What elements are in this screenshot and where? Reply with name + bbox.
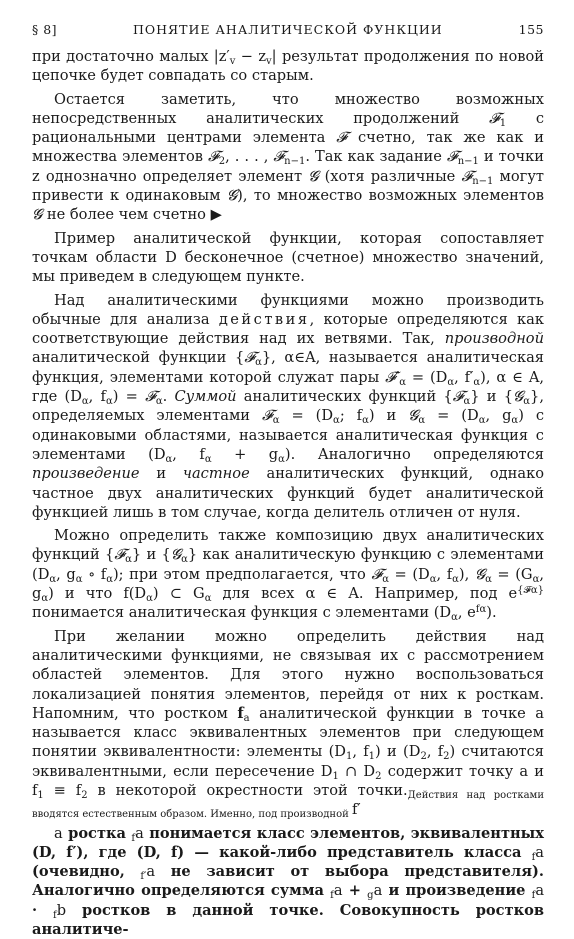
text-run: = (G <box>491 565 533 583</box>
paragraph-continued <box>32 47 544 86</box>
page-number: 155 <box>518 22 544 37</box>
text-run: f <box>330 890 334 902</box>
text-run: 𝓖 <box>513 388 524 406</box>
text-run: α <box>41 593 49 605</box>
text-run: 𝓖 <box>474 565 486 583</box>
text-run: ∘ f <box>82 565 107 583</box>
text-run: . <box>162 388 175 406</box>
text-run: f <box>531 890 536 902</box>
text-run: 𝓕 <box>336 129 348 147</box>
text-run: могут привести к одинаковым <box>32 167 544 205</box>
text-run: α <box>485 573 492 585</box>
text-run: (очевидно, <box>32 863 141 881</box>
text-run: При желании можно определить действия над аналитическими функциями, не связывая их с рассмотрением областей элементов. Для этого нужно воспользоваться локализацией понятия элементов, перейдя от них к росткам. Напомним, что ростком <box>32 627 544 722</box>
text-run: α <box>452 573 459 585</box>
text-run: = (D <box>388 565 430 583</box>
text-run: + g <box>211 445 279 463</box>
text-run: частное <box>182 465 250 483</box>
text-run: , которые определяются как соответствующие действия над их ветвями. Так, <box>32 310 544 348</box>
text-run: a <box>135 824 144 842</box>
paragraph-countability <box>32 90 544 225</box>
text-run: 𝓕 <box>461 167 473 185</box>
text-run: | результат продолжения по новой цепочке будет совпадать со старым. <box>32 48 544 85</box>
text-run: , g <box>32 565 545 603</box>
text-run: 1 <box>332 770 339 782</box>
text-run: Действия над ростками вводятся естественным образом. Именно, под производной <box>32 789 544 821</box>
text-run: , g <box>485 407 512 425</box>
paragraph-composition <box>32 526 544 622</box>
text-run: ) и что f(D <box>48 585 147 603</box>
text-run: 2 <box>443 751 450 763</box>
text-run: } и { <box>131 546 171 564</box>
text-run: α <box>418 415 426 427</box>
text-run: α <box>333 415 340 427</box>
text-run: ) с одинаковыми областями, называется аналитическая функция с элементами (D <box>32 407 545 463</box>
text-run: понимается аналитическая функция с элементами (D <box>32 604 452 622</box>
text-run: a <box>373 882 383 900</box>
text-run: ); при этом предполагается, что <box>112 565 372 583</box>
text-run: v <box>266 56 272 67</box>
text-run: n−1 <box>284 156 306 168</box>
text-run: a <box>535 843 544 861</box>
text-run: Остается заметить, что множество возможных непосредственных аналитических продолжений <box>32 90 544 127</box>
text-run: = (D <box>405 368 448 386</box>
text-run: · <box>32 901 54 919</box>
text-run: ≡ f <box>43 781 82 799</box>
text-run: α <box>473 376 481 388</box>
text-run: α <box>511 415 519 427</box>
text-run: , f <box>352 743 369 761</box>
text-run: и <box>139 465 183 483</box>
text-run: 𝓕′ <box>385 368 400 386</box>
text-run: 𝓕 <box>244 349 256 367</box>
text-run: ростков в данной точке. Совокупность ростков аналитиче- <box>32 901 545 939</box>
text-run: α <box>165 453 173 465</box>
text-run: α <box>125 554 132 566</box>
text-run: с рациональными центрами элемента <box>32 109 545 147</box>
text-run: , . . . , <box>225 148 274 166</box>
text-run: (хотя различные <box>318 167 462 185</box>
text-run: ). Аналогично определяются <box>284 445 544 463</box>
text-run: f <box>531 851 536 863</box>
text-run: 1 <box>499 117 507 129</box>
text-run: a <box>243 712 250 724</box>
text-run: ). <box>486 604 497 622</box>
text-run: α <box>272 415 280 427</box>
text-run: , f <box>436 565 453 583</box>
text-run: аналитических функций { <box>236 388 453 406</box>
text-run: a <box>146 863 156 881</box>
text-run: α <box>382 573 389 585</box>
text-run: 𝓖 <box>408 407 419 425</box>
text-run: f <box>237 704 244 722</box>
text-run: 2 <box>218 156 226 168</box>
text-run: аналитических функций, однако частное двух аналитических функций будет аналитической функцией лишь в том случае, когда делитель отличен от нуля. <box>32 465 544 521</box>
text-run: действия <box>218 310 310 328</box>
text-run: не зависит от выбора представителя). Аналогично определяются сумма <box>32 863 544 900</box>
text-run: ), α ∈ A, где (D <box>32 368 544 406</box>
text-run: α <box>478 415 486 427</box>
text-run: α <box>429 573 437 585</box>
text-run: n−1 <box>457 156 479 168</box>
text-run: f <box>131 832 136 844</box>
running-header <box>32 22 544 37</box>
text-run: 1 <box>345 751 353 763</box>
text-run: 𝓖 <box>226 187 238 205</box>
text-run: ) и <box>368 407 409 425</box>
text-run: v <box>229 56 236 67</box>
text-run: , f <box>426 743 444 761</box>
text-run: α <box>75 573 83 585</box>
text-run: и точки z однозначно определяет элемент <box>32 148 544 185</box>
text-run: a <box>54 824 63 842</box>
text-run: α <box>181 554 188 566</box>
text-run: содержит точку a и f <box>32 762 544 799</box>
text-run: α <box>362 415 369 427</box>
text-run: аналитической функции { <box>32 349 245 367</box>
text-run: ∩ D <box>338 762 376 780</box>
text-run: f <box>53 909 57 921</box>
text-run: 𝓖 <box>32 206 43 224</box>
text-run: }, α∈A, называется аналитическая функция, элементами которой служат пары <box>32 349 544 386</box>
paragraph-germ-operations <box>32 824 544 939</box>
text-run: α <box>146 593 153 605</box>
text-run: 𝓕 <box>489 109 500 127</box>
text-run: счетно, так же как и множества элементов <box>32 129 544 166</box>
text-run: f′ <box>140 871 147 883</box>
text-run: Пример аналитической функции, которая сопоставляет точкам области D бесконечное (счетное) множество значений, мы приведем в следующем пункте. <box>32 229 544 286</box>
text-run: для всех α ∈ A. Например, под e <box>211 585 518 603</box>
text-run: 𝓕 <box>452 388 464 406</box>
text-run: α <box>105 396 113 408</box>
text-run: 𝓖 <box>170 546 182 564</box>
paragraph-example <box>32 229 544 287</box>
text-run: произведение <box>32 465 140 483</box>
text-run: , g <box>56 565 76 583</box>
end-of-proof-icon: ▶ <box>210 206 222 224</box>
text-run: 2 <box>375 770 382 782</box>
text-run: α <box>278 453 285 465</box>
text-run: Можно определить также композицию двух аналитических функций { <box>32 527 544 564</box>
text-run: ростка <box>62 824 132 842</box>
text-run: α <box>463 396 471 408</box>
text-run: ) = <box>112 388 146 406</box>
text-run: fα <box>475 604 487 616</box>
text-run: } и { <box>470 388 514 406</box>
text-run: α <box>106 573 113 585</box>
text-run: − z <box>235 48 267 65</box>
text-run: в некоторой окрестности этой точки. <box>87 781 408 799</box>
text-run: = (D <box>279 407 334 425</box>
text-run: ), <box>458 565 475 583</box>
text-run: } как аналитическую функцию с элементами (D <box>32 546 545 583</box>
text-run: и произведение <box>382 882 532 900</box>
text-run: f′ <box>351 801 361 819</box>
text-run: α <box>204 593 212 605</box>
text-run: 𝓕 <box>261 407 273 425</box>
text-run: α <box>532 573 540 585</box>
text-run: a <box>333 882 343 900</box>
text-run: , f <box>172 445 205 463</box>
text-run: {𝓕α} <box>517 585 544 597</box>
text-run: при достаточно малых |z′ <box>32 48 230 65</box>
text-run: α <box>204 453 212 465</box>
text-run: g <box>367 890 374 902</box>
text-run: α <box>255 357 262 369</box>
text-run: }, определяемых элементами <box>32 388 544 425</box>
text-run: a <box>535 882 545 900</box>
text-run: 1 <box>37 789 44 801</box>
text-run: 2 <box>420 751 427 763</box>
text-run: ), то множество возможных элементов <box>237 187 544 205</box>
text-run: ) и (D <box>375 743 421 761</box>
text-run: ) ⊂ G <box>152 585 205 603</box>
text-run: 𝓕 <box>273 148 285 166</box>
page-body <box>32 47 544 939</box>
text-run: 1 <box>368 751 376 763</box>
text-run: 𝓖 <box>308 167 319 185</box>
text-run: . Так как задание <box>305 148 447 166</box>
text-run: , f′ <box>454 368 474 386</box>
text-run: + <box>342 882 368 900</box>
text-run: 𝓕 <box>446 148 458 166</box>
text-run: α <box>451 612 458 624</box>
text-run: α <box>399 376 406 388</box>
text-run: 𝓕 <box>371 565 383 583</box>
text-run: 𝓕 <box>207 148 219 166</box>
text-run: не более чем счетно <box>42 206 211 224</box>
paragraph-operations <box>32 291 544 523</box>
text-run: α <box>155 396 163 408</box>
paragraph-germs <box>32 627 544 820</box>
text-run: 2 <box>81 789 88 801</box>
text-run: α <box>49 573 57 585</box>
running-title: ПОНЯТИЕ АНАЛИТИЧЕСКОЙ ФУНКЦИИ <box>132 22 443 37</box>
text-run: аналитической функции в точке a называется класс эквивалентных элементов при следующем понятии эквивалентности: элементы (D <box>32 704 545 761</box>
text-run: α <box>523 396 531 408</box>
text-run: = (D <box>425 407 479 425</box>
text-run: 𝓕 <box>114 546 126 564</box>
text-run: Суммой <box>174 388 237 406</box>
text-run: b <box>56 901 67 919</box>
section-mark: § 8] <box>32 22 58 37</box>
text-run: Над аналитическими функциями можно производить обычные для анализа <box>32 291 544 328</box>
text-run: α <box>447 376 455 388</box>
text-run: α <box>81 396 89 408</box>
text-run: 𝓕 <box>145 388 156 406</box>
text-run: , e <box>457 604 476 622</box>
text-run: ) считаются эквивалентными, если пересечение D <box>32 743 544 780</box>
text-run: , f <box>88 388 106 406</box>
text-run: ; f <box>339 407 363 425</box>
text-run: понимается класс элементов, эквивалентных (D, f′), где (D, f) — какой-либо представитель класса <box>32 824 544 861</box>
text-run: производной <box>444 330 544 348</box>
text-run: n−1 <box>472 175 494 187</box>
